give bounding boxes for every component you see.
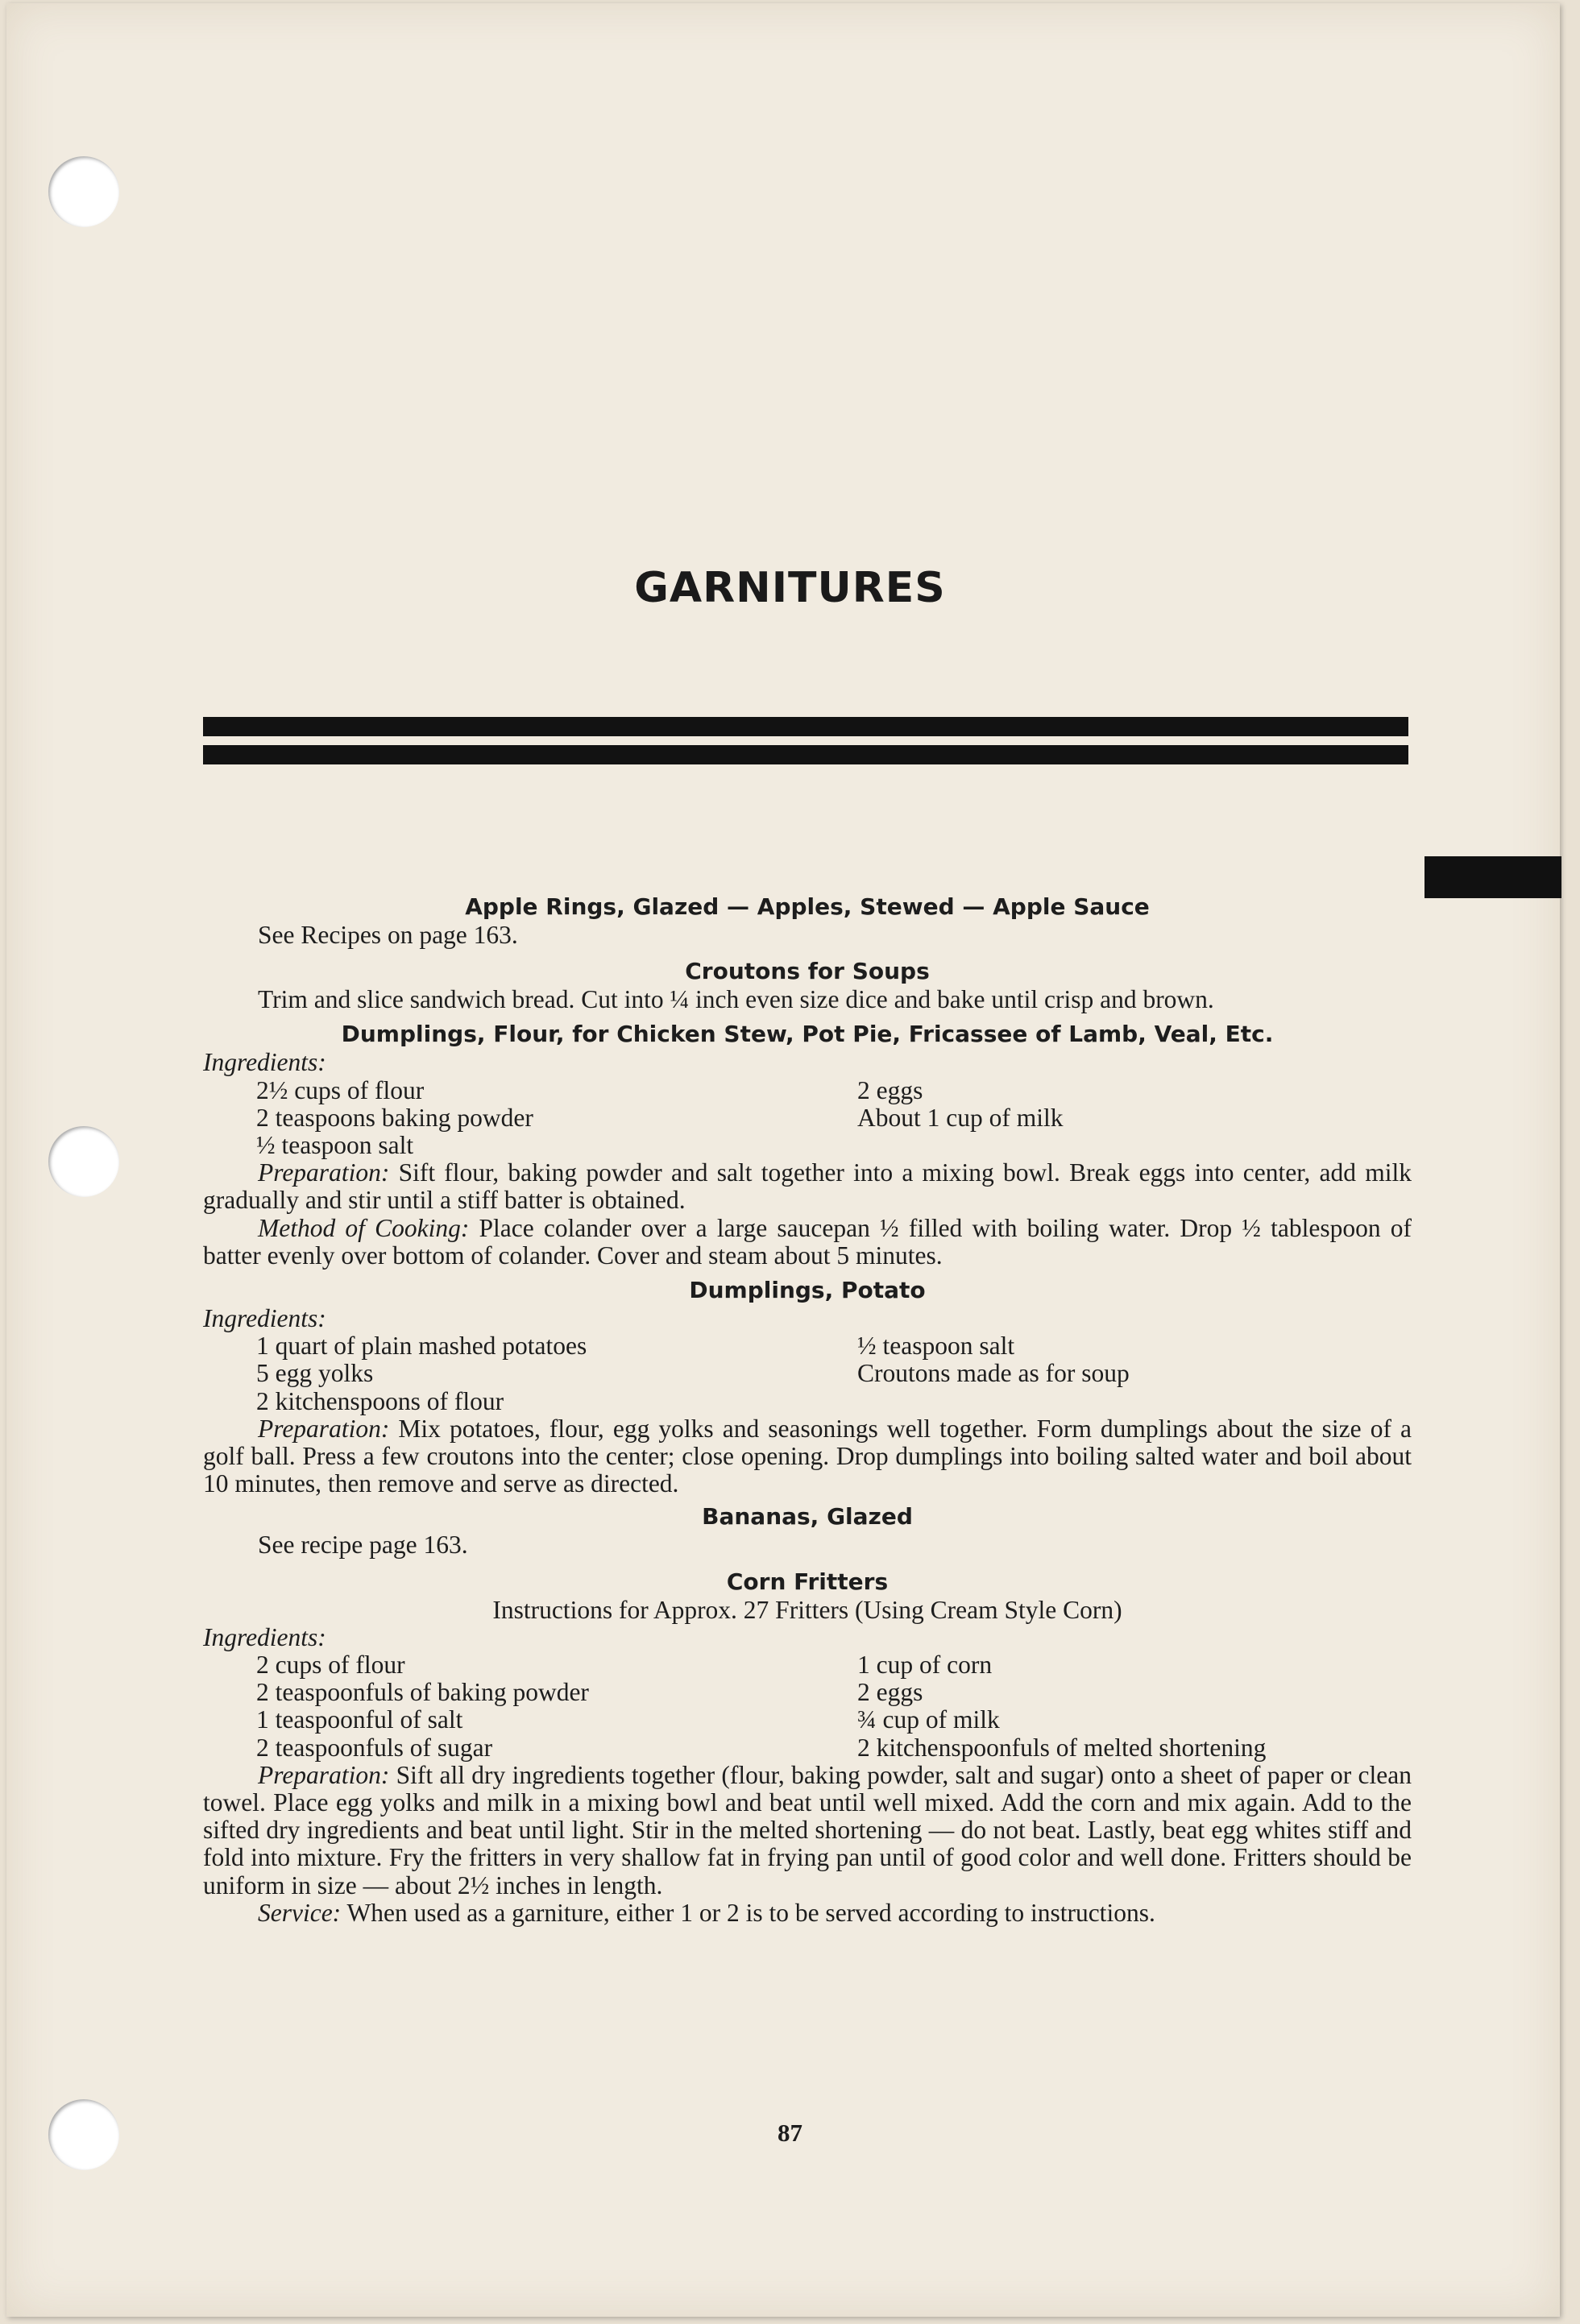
- section-text: See recipe page 163.: [258, 1531, 468, 1560]
- recipe-content: [203, 893, 1412, 1927]
- preparation-paragraph: [203, 1159, 1412, 1214]
- ingredient-item: 2 kitchenspoons of flour: [256, 1386, 504, 1415]
- ingredients-label: Ingredients:: [203, 1304, 326, 1333]
- ingredient-item: 1 quart of plain mashed potatoes: [256, 1332, 587, 1361]
- binder-hole-middle: [48, 1126, 119, 1197]
- ingredient-item: 2 teaspoons baking powder: [256, 1103, 533, 1132]
- ingredient-item: Croutons made as for soup: [857, 1359, 1130, 1388]
- binder-hole-top: [48, 156, 119, 227]
- preparation-text: Sift flour, baking powder and salt together into a mixing bowl. Break eggs into center, add milk gradually and stir until a stiff batter is obtained.: [203, 1158, 1412, 1215]
- ingredient-item: 2 kitchenspoonfuls of melted shortening: [857, 1733, 1267, 1762]
- section-heading: Dumplings, Potato: [689, 1277, 926, 1304]
- ingredient-item: 5 egg yolks: [256, 1359, 374, 1388]
- preparation-paragraph: [203, 1415, 1412, 1498]
- section-heading: Dumplings, Flour, for Chicken Stew, Pot Pie, Fricassee of Lamb, Veal, Etc.: [341, 1021, 1274, 1048]
- method-paragraph: [203, 1215, 1412, 1270]
- section-heading: Corn Fritters: [726, 1568, 889, 1595]
- preparation-label: Preparation:: [258, 1158, 390, 1187]
- ingredient-item: About 1 cup of milk: [857, 1103, 1064, 1132]
- ingredient-item: 2 eggs: [857, 1075, 923, 1104]
- preparation-paragraph: [203, 1762, 1412, 1899]
- section-heading: Croutons for Soups: [685, 958, 930, 985]
- ingredient-item: ½ teaspoon salt: [857, 1332, 1015, 1361]
- service-paragraph: [203, 1899, 1412, 1927]
- preparation-text: Sift all dry ingredients together (flour, baking powder, salt and sugar) onto a sheet of paper or clean towel. Place egg yolks and milk in a mixing bowl and beat until well mixed. Add the corn and mix again. Add to the sifted dry ingredients and beat until light. Stir in the melted shortening — do not beat. Lastly, beat egg whites stiff and fold into mixture. Fry the fritters in very shallow fat in frying pan until of good color and well done. Fritters should be uniform in size — about 2½ inches in length.: [203, 1760, 1412, 1899]
- ingredient-item: 2 eggs: [857, 1678, 923, 1707]
- ingredients-label: Ingredients:: [203, 1048, 326, 1077]
- preparation-label: Preparation:: [258, 1414, 390, 1443]
- ingredient-item: 2½ cups of flour: [256, 1075, 425, 1104]
- ingredient-item: ½ teaspoon salt: [256, 1131, 414, 1160]
- section-heading: Apple Rings, Glazed — Apples, Stewed — Apple Sauce: [465, 893, 1150, 920]
- section-text: See Recipes on page 163.: [258, 921, 518, 949]
- service-label: Service:: [258, 1898, 342, 1927]
- ingredient-item: ¾ cup of milk: [857, 1705, 1000, 1734]
- method-label: Method of Cooking:: [258, 1213, 470, 1242]
- page-title: GARNITURES: [634, 564, 946, 612]
- ingredients-label: Ingredients:: [203, 1622, 326, 1651]
- ingredient-item: 1 teaspoonful of salt: [256, 1705, 463, 1734]
- index-tab-marker: [1424, 856, 1561, 898]
- preparation-text: Mix potatoes, flour, egg yolks and seasonings well together. Form dumplings about the size of a golf ball. Press a few croutons into the center; close opening. Drop dumplings into boiling salted water and boil about 10 minutes, then remove and serve as directed.: [203, 1414, 1412, 1498]
- ingredient-item: 2 cups of flour: [256, 1651, 405, 1680]
- service-text: When used as a garniture, either 1 or 2 is to be served according to instructions.: [346, 1898, 1155, 1927]
- section-heading: Bananas, Glazed: [702, 1503, 913, 1531]
- ingredient-item: 2 teaspoonfuls of baking powder: [256, 1678, 589, 1707]
- title-rule-second: [203, 745, 1408, 764]
- section-subheading: Instructions for Approx. 27 Fritters (Using Cream Style Corn): [492, 1595, 1122, 1624]
- section-text: Trim and slice sandwich bread. Cut into ¼ inch even size dice and bake until crisp and brown.: [258, 985, 1214, 1014]
- method-text: Place colander over a large saucepan ½ filled with boiling water. Drop ½ tablespoon of batter evenly over bottom of colander. Cover and steam about 5 minutes.: [203, 1213, 1412, 1270]
- ingredient-item: 1 cup of corn: [857, 1651, 993, 1680]
- title-rule-thick: [203, 717, 1408, 736]
- ingredient-item: 2 teaspoonfuls of sugar: [256, 1733, 493, 1762]
- page-number: 87: [778, 2119, 802, 2147]
- preparation-label: Preparation:: [258, 1760, 390, 1789]
